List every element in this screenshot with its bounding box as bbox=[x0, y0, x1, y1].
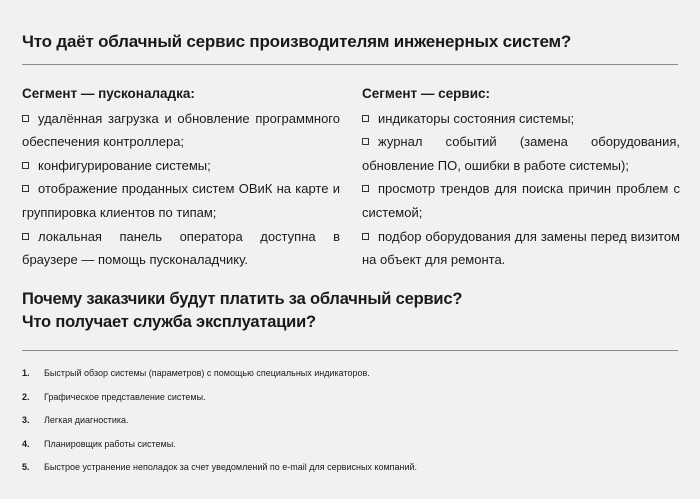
list-item: 2. Графическое представление системы. bbox=[22, 391, 206, 402]
checkbox-bullet-icon bbox=[362, 185, 369, 192]
checkbox-bullet-icon bbox=[22, 233, 29, 240]
list-item: удалённая загрузка и обновление программного обеспечения контроллера; bbox=[22, 110, 340, 150]
second-heading bbox=[22, 288, 462, 334]
list-item: 3. Легкая диагностика. bbox=[22, 415, 129, 426]
segment-commissioning-title: Сегмент — пусконаладка: bbox=[22, 86, 195, 101]
segment-commissioning bbox=[22, 82, 340, 272]
segment-service bbox=[362, 82, 680, 272]
list-item: отображение проданных систем ОВиК на карте и группировка клиентов по типам; bbox=[22, 181, 340, 220]
list-item: 1. Быстрый обзор системы (параметров) с помощью специальных индикаторов. bbox=[22, 368, 370, 378]
benefits-list bbox=[22, 362, 682, 480]
divider-top bbox=[22, 64, 678, 65]
checkbox-bullet-icon bbox=[22, 115, 29, 122]
main-heading: Что даёт облачный сервис производителям инженерных систем? bbox=[22, 32, 572, 51]
divider-bottom bbox=[22, 350, 678, 351]
second-heading-line1: Почему заказчики будут платить за облачный сервис? bbox=[22, 290, 463, 308]
list-item: 5. Быстрое устранение неполадок за счет уведомлений по e-mail для сервисных компаний. bbox=[22, 462, 418, 473]
list-item: индикаторы состояния системы; bbox=[362, 107, 680, 131]
list-item: локальная панель оператора доступна в браузере — помощь пусконаладчику. bbox=[22, 228, 340, 268]
list-item: просмотр трендов для поиска причин проблем с системой; bbox=[362, 181, 680, 220]
list-item: конфигурирование системы; bbox=[22, 154, 340, 178]
checkbox-bullet-icon bbox=[22, 185, 29, 192]
segment-service-title: Сегмент — сервис: bbox=[362, 86, 491, 101]
checkbox-bullet-icon bbox=[22, 162, 29, 169]
second-heading-line2: Что получает служба эксплуатации? bbox=[22, 313, 316, 331]
list-item: журнал событий (замена оборудования, обновление ПО, ошибки в работе системы); bbox=[362, 134, 680, 173]
checkbox-bullet-icon bbox=[362, 233, 369, 240]
list-item: 4. Планировщик работы системы. bbox=[22, 438, 176, 449]
list-item: подбор оборудования для замены перед визитом на объект для ремонта. bbox=[362, 228, 680, 268]
checkbox-bullet-icon bbox=[362, 115, 369, 122]
checkbox-bullet-icon bbox=[362, 138, 369, 145]
